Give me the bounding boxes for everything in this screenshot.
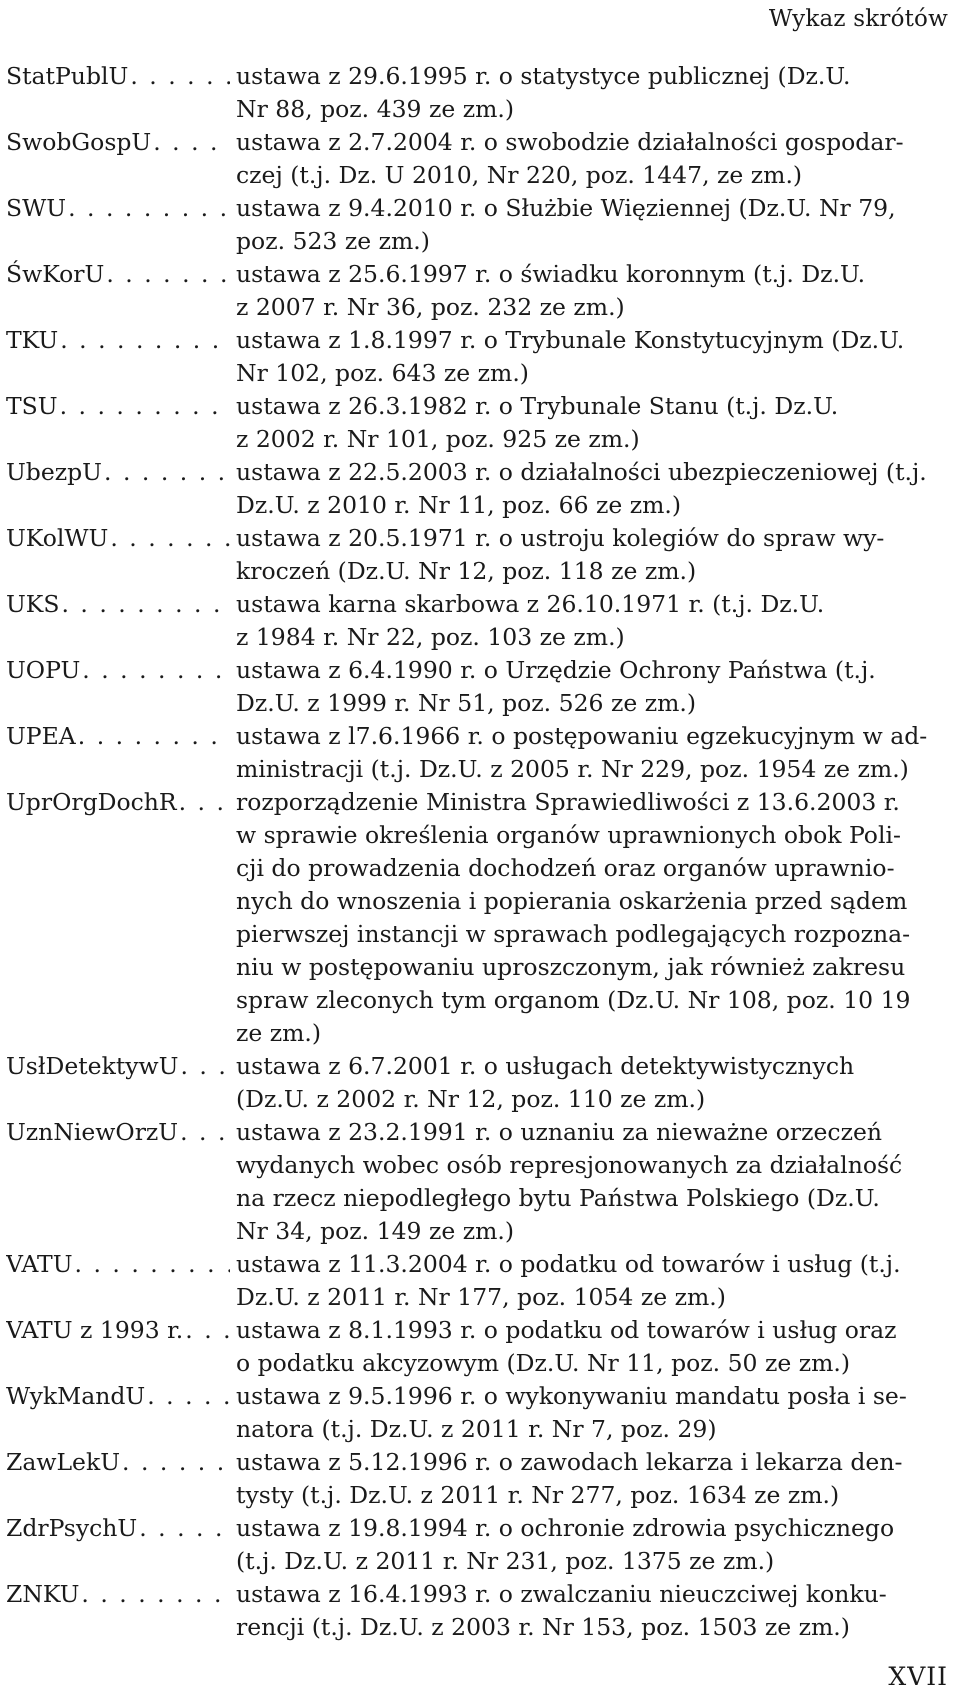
abbreviation-entry xyxy=(6,456,951,522)
abbreviation-entry xyxy=(6,324,951,390)
abbreviation-description: ustawa z 25.6.1997 r. o świadku koronnym (t.j. Dz.U. z 2007 r. Nr 36, poz. 232 ze zm.) xyxy=(236,260,866,321)
abbreviation-entry xyxy=(6,786,951,1050)
abbreviation-entry xyxy=(6,60,951,126)
abbreviation-label: ZawLekU xyxy=(6,1448,121,1476)
abbreviation-entry xyxy=(6,1512,951,1578)
abbreviation-label: UprOrgDochR xyxy=(6,788,177,816)
dot-leader xyxy=(178,1116,230,1149)
page-number: XVII xyxy=(888,1662,948,1691)
abbreviation-entry xyxy=(6,258,951,324)
dot-leader xyxy=(177,786,230,819)
dot-leader xyxy=(137,1512,230,1545)
abbreviation-label: WykMandU xyxy=(6,1382,146,1410)
dot-leader xyxy=(178,1050,230,1083)
abbreviation-entry xyxy=(6,522,951,588)
abbreviation-term xyxy=(6,1578,230,1611)
abbreviation-term xyxy=(6,126,230,159)
abbreviation-term xyxy=(6,588,230,621)
abbreviation-label: UKS xyxy=(6,590,60,618)
abbreviation-label: UPEA xyxy=(6,722,76,750)
abbreviation-entry xyxy=(6,1446,951,1512)
abbreviation-label: TKU xyxy=(6,326,59,354)
abbreviation-list xyxy=(6,60,951,1644)
abbreviation-description: ustawa z 11.3.2004 r. o podatku od towarów i usług (t.j. Dz.U. z 2011 r. Nr 177, poz. 1054 ze zm.) xyxy=(236,1250,901,1311)
abbreviation-term xyxy=(6,390,230,423)
abbreviation-description: ustawa z 22.5.2003 r. o działalności ubezpieczeniowej (t.j. Dz.U. z 2010 r. Nr 11, poz. 66 ze zm.) xyxy=(236,458,927,519)
abbreviation-label: UOPU xyxy=(6,656,81,684)
abbreviation-description: ustawa z 9.5.1996 r. o wykonywaniu mandatu posła i se- natora (t.j. Dz.U. z 2011 r. Nr 7, poz. 29) xyxy=(236,1382,907,1443)
abbreviation-label: UKolWU xyxy=(6,524,109,552)
abbreviation-label: UbezpU xyxy=(6,458,102,486)
abbreviation-term xyxy=(6,720,230,753)
abbreviation-entry xyxy=(6,588,951,654)
abbreviation-term xyxy=(6,192,230,225)
dot-leader xyxy=(66,192,230,225)
abbreviation-entry xyxy=(6,1314,951,1380)
dot-leader xyxy=(79,1578,230,1611)
abbreviation-term xyxy=(6,456,230,489)
abbreviation-entry xyxy=(6,1248,951,1314)
abbreviation-description: ustawa z l7.6.1966 r. o postępowaniu egzekucyjnym w ad- ministracji (t.j. Dz.U. z 2005 r. Nr 229, poz. 1954 ze zm.) xyxy=(236,722,928,783)
abbreviation-label: UznNiewOrzU xyxy=(6,1118,179,1146)
dot-leader xyxy=(76,720,230,753)
dot-leader xyxy=(58,324,230,357)
dot-leader xyxy=(145,1380,230,1413)
abbreviation-entry xyxy=(6,654,951,720)
running-header: Wykaz skrótów xyxy=(768,6,948,32)
dot-leader xyxy=(151,126,230,159)
abbreviation-description: ustawa z 1.8.1997 r. o Trybunale Konstytucyjnym (Dz.U. Nr 102, poz. 643 ze zm.) xyxy=(236,326,905,387)
dot-leader xyxy=(108,522,230,555)
abbreviation-label: ZdrPsychU xyxy=(6,1514,138,1542)
abbreviation-description: ustawa z 6.7.2001 r. o usługach detektywistycznych (Dz.U. z 2002 r. Nr 12, poz. 110 ze zm.) xyxy=(236,1052,855,1113)
dot-leader xyxy=(120,1446,230,1479)
abbreviation-description: ustawa z 19.8.1994 r. o ochronie zdrowia psychicznego (t.j. Dz.U. z 2011 r. Nr 231, poz. 1375 ze zm.) xyxy=(236,1514,895,1575)
abbreviation-label: ŚwKorU xyxy=(6,260,105,288)
abbreviation-entry xyxy=(6,1380,951,1446)
abbreviation-entry xyxy=(6,1050,951,1116)
abbreviation-term xyxy=(6,1050,230,1083)
abbreviation-entry xyxy=(6,126,951,192)
abbreviation-entry xyxy=(6,390,951,456)
dot-leader xyxy=(58,390,230,423)
abbreviation-term xyxy=(6,786,230,819)
abbreviation-description: ustawa z 2.7.2004 r. o swobodzie działalności gospodar- czej (t.j. Dz. U 2010, Nr 220, poz. 1447, ze zm.) xyxy=(236,128,904,189)
dot-leader xyxy=(80,654,230,687)
dot-leader xyxy=(73,1248,230,1281)
abbreviation-entry xyxy=(6,1578,951,1644)
abbreviation-entry xyxy=(6,720,951,786)
abbreviation-label: TSU xyxy=(6,392,58,420)
abbreviation-term xyxy=(6,1446,230,1479)
abbreviation-description: ustawa z 9.4.2010 r. o Służbie Więziennej (Dz.U. Nr 79, poz. 523 ze zm.) xyxy=(236,194,896,255)
dot-leader xyxy=(102,456,230,489)
abbreviation-entry xyxy=(6,1116,951,1248)
abbreviation-description: ustawa z 6.4.1990 r. o Urzędzie Ochrony Państwa (t.j. Dz.U. z 1999 r. Nr 51, poz. 526 ze zm.) xyxy=(236,656,876,717)
dot-leader xyxy=(59,588,230,621)
abbreviation-label: ZNKU xyxy=(6,1580,80,1608)
abbreviation-description: ustawa z 26.3.1982 r. o Trybunale Stanu (t.j. Dz.U. z 2002 r. Nr 101, poz. 925 ze zm.) xyxy=(236,392,839,453)
abbreviation-term xyxy=(6,1512,230,1545)
abbreviation-term xyxy=(6,1380,230,1413)
abbreviation-term xyxy=(6,654,230,687)
dot-leader xyxy=(104,258,230,291)
abbreviation-term xyxy=(6,324,230,357)
abbreviation-description: ustawa z 23.2.1991 r. o uznaniu za nieważne orzeczeń wydanych wobec osób represjonowanych za działalność na rzecz niepodległego bytu Państwa Polskiego (Dz.U. Nr 34, poz. 149 ze zm.) xyxy=(236,1118,903,1245)
abbreviation-label: SWU xyxy=(6,194,67,222)
abbreviation-term xyxy=(6,1314,230,1347)
abbreviation-term xyxy=(6,60,230,93)
abbreviation-label: VATU z 1993 r. xyxy=(6,1316,184,1344)
abbreviation-description: ustawa karna skarbowa z 26.10.1971 r. (t.j. Dz.U. z 1984 r. Nr 22, poz. 103 ze zm.) xyxy=(236,590,825,651)
abbreviation-entry xyxy=(6,192,951,258)
abbreviation-label: UsłDetektywU xyxy=(6,1052,179,1080)
abbreviation-label: SwobGospU xyxy=(6,128,152,156)
abbreviation-label: StatPublU xyxy=(6,62,129,90)
abbreviation-description: ustawa z 5.12.1996 r. o zawodach lekarza i lekarza den- tysty (t.j. Dz.U. z 2011 r. Nr 277, poz. 1634 ze zm.) xyxy=(236,1448,903,1509)
abbreviation-description: ustawa z 20.5.1971 r. o ustroju kolegiów do spraw wy- kroczeń (Dz.U. Nr 12, poz. 118 ze zm.) xyxy=(236,524,885,585)
dot-leader xyxy=(183,1314,230,1347)
abbreviation-term xyxy=(6,1248,230,1281)
abbreviation-description: ustawa z 8.1.1993 r. o podatku od towarów i usług oraz o podatku akcyzowym (Dz.U. Nr 11, poz. 50 ze zm.) xyxy=(236,1316,897,1377)
abbreviation-description: rozporządzenie Ministra Sprawiedliwości z 13.6.2003 r. w sprawie określenia organów uprawnionych obok Poli- cji do prowadzenia dochodzeń oraz organów uprawnio- nych do wnoszenia i popierania oskarżenia przed sądem pierwszej instancji w sprawach podlegających rozpozna- niu w postępowaniu uproszczonym, jak również zakresu spraw zleconych tym organom (Dz.U. Nr 108, poz. 10 19 ze zm.) xyxy=(236,788,911,1047)
abbreviation-term xyxy=(6,522,230,555)
abbreviation-label: VATU xyxy=(6,1250,73,1278)
abbreviation-description: ustawa z 16.4.1993 r. o zwalczaniu nieuczciwej konku- rencji (t.j. Dz.U. z 2003 r. Nr 153, poz. 1503 ze zm.) xyxy=(236,1580,887,1641)
abbreviation-term xyxy=(6,1116,230,1149)
dot-leader xyxy=(128,60,230,93)
abbreviation-description: ustawa z 29.6.1995 r. o statystyce publicznej (Dz.U. Nr 88, poz. 439 ze zm.) xyxy=(236,62,851,123)
abbreviation-term xyxy=(6,258,230,291)
